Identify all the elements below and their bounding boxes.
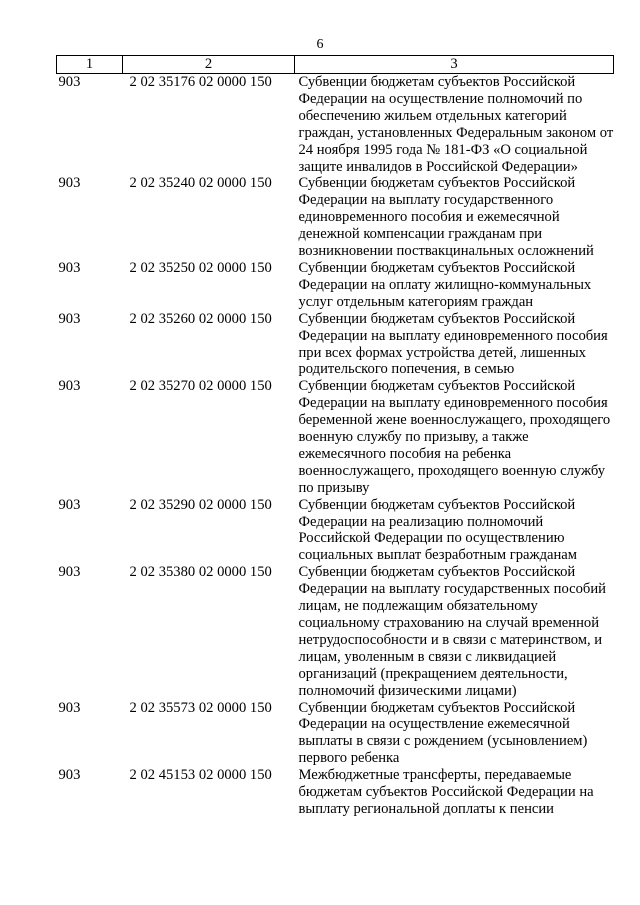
budget-code-cell: 2 02 45153 02 0000 150 (129, 767, 272, 784)
description-cell: Субвенции бюджетам субъектов Российской Федерации на осуществление полномочий по обеспечению жильем отдельных категорий граждан, установленных Федеральным законом от 24 ноября 1995 года № 181-ФЗ «О социальной защите инвалидов в Российской Федерации» (298, 74, 614, 175)
admin-code-cell: 903 (58, 378, 81, 395)
description-cell: Субвенции бюджетам субъектов Российской Федерации на выплату государственных пособий лицам, не подлежащим обязательному социальному страхованию на случай временной нетрудоспособности и в связи с материнством, и лицам, уволенным в связи с ликвидацией организаций (прекращением деятельности, полномочий физическими лицами) (298, 564, 606, 699)
table-body (57, 74, 614, 818)
admin-code-cell: 903 (58, 496, 81, 513)
table-row (57, 260, 614, 311)
description-cell: Субвенции бюджетам субъектов Российской Федерации на выплату единовременного пособия беременной жене военнослужащего, проходящего военную службу по призыву, а также ежемесячного пособия на ребенка военнослужащего, проходящего военную службу по призыву (298, 378, 611, 496)
admin-code-cell: 903 (58, 310, 81, 327)
admin-code-cell: 903 (58, 699, 81, 716)
description-cell: Субвенции бюджетам субъектов Российской Федерации на оплату жилищно-коммунальных услуг отдельным категориям граждан (298, 259, 592, 310)
budget-codes-table (56, 55, 614, 818)
description-cell: Субвенции бюджетам субъектов Российской Федерации на реализацию полномочий Российской Федерации по осуществлению социальных выплат безработным гражданам (298, 496, 578, 564)
budget-code-cell: 2 02 35260 02 0000 150 (129, 310, 272, 327)
table-row (57, 175, 614, 260)
admin-code-cell: 903 (58, 74, 81, 90)
description-cell: Субвенции бюджетам субъектов Российской Федерации на выплату государственного единовременного пособия и ежемесячной денежной компенсации гражданам при возникновении поствакцинальных осложнений (298, 175, 594, 260)
description-cell: Межбюджетные трансферты, передаваемые бюджетам субъектов Российской Федерации на выплату региональной доплаты к пенсии (298, 767, 594, 817)
description-cell: Субвенции бюджетам субъектов Российской Федерации на осуществление ежемесячной выплаты в связи с рождением (усыновлением) первого ребенка (298, 699, 588, 767)
table-row (57, 378, 614, 496)
admin-code-cell: 903 (58, 564, 81, 581)
budget-code-cell: 2 02 35240 02 0000 150 (129, 175, 272, 192)
column-header-2: 2 (123, 56, 295, 74)
table-row (57, 311, 614, 379)
header-row (57, 56, 614, 74)
budget-code-cell: 2 02 35176 02 0000 150 (129, 74, 272, 90)
table-row (57, 767, 614, 818)
table-row (57, 497, 614, 565)
budget-code-cell: 2 02 35250 02 0000 150 (129, 259, 272, 276)
budget-code-cell: 2 02 35270 02 0000 150 (129, 378, 272, 395)
admin-code-cell: 903 (58, 767, 81, 784)
admin-code-cell: 903 (58, 175, 81, 192)
page-number: 6 (316, 37, 324, 52)
column-header-1: 1 (57, 56, 123, 74)
budget-code-cell: 2 02 35290 02 0000 150 (129, 496, 272, 513)
table-row (57, 700, 614, 768)
table-row (57, 74, 614, 176)
description-cell: Субвенции бюджетам субъектов Российской Федерации на выплату единовременного пособия при всех формах устройства детей, лишенных родительского попечения, в семью (298, 310, 608, 378)
budget-code-cell: 2 02 35573 02 0000 150 (129, 699, 272, 716)
column-header-3: 3 (295, 56, 614, 74)
table-row (57, 564, 614, 699)
admin-code-cell: 903 (58, 259, 81, 276)
table-header (57, 56, 614, 74)
budget-code-cell: 2 02 35380 02 0000 150 (129, 564, 272, 581)
